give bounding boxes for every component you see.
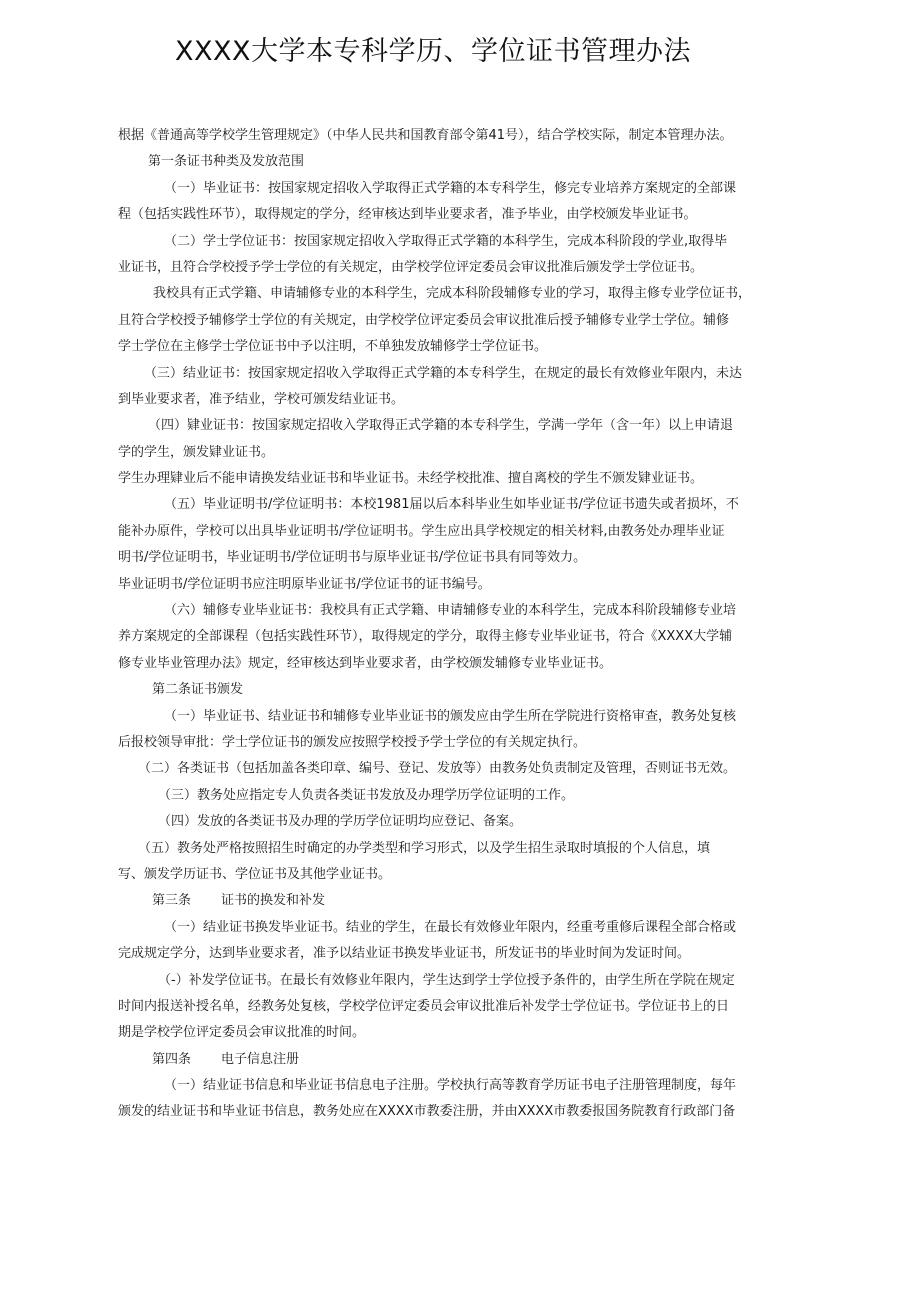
article-4-number: 第四条 xyxy=(152,1051,192,1067)
article-4-heading xyxy=(118,1047,818,1073)
text-line: 期是学校学位评定委员会审议批准的时间。 xyxy=(118,1025,366,1041)
text-line: 到毕业要求者，准予结业，学校可颁发结业证书。 xyxy=(118,391,405,407)
text-line: （二）各类证书（包括加盖各类印章、编号、登记、发放等）由教务处负责制定及管理，否则证书无效。 xyxy=(138,761,737,777)
intro-paragraph: 根据《普通高等学校学生管理规定》（中华人民共和国教育部令第41号），结合学校实际，制定本管理办法。 xyxy=(118,128,733,143)
text-line: （一）毕业证书、结业证书和辅修专业毕业证书的颁发应由学生所在学院进行资格审查，教务处复核 xyxy=(164,708,737,724)
text-line: （一）结业证书信息和毕业证书信息电子注册。学校执行高等教育学历证书电子注册管理制度，每年 xyxy=(164,1078,737,1094)
text-line: （二）学士学位证书：按国家规定招收入学取得正式学籍的本科学生，完成本科阶段的学业,取得毕 xyxy=(164,233,728,249)
text-line: 毕业证明书/学位证明书应注明原毕业证书/学位证书的证书编号。 xyxy=(118,576,491,592)
text-line: 完成规定学分，达到毕业要求者，准予以结业证书换发毕业证书，所发证书的毕业时间为发证时间。 xyxy=(118,946,691,962)
text-line: （三）教务处应指定专人负责各类证书发放及办理学历学位证明的工作。 xyxy=(158,787,575,803)
document-body xyxy=(118,123,818,1126)
text-line: （一）毕业证书：按国家规定招收入学取得正式学籍的本专科学生，修完专业培养方案规定的全部课 xyxy=(164,180,737,196)
text-line: （四）发放的各类证书及办理的学历学位证明均应登记、备案。 xyxy=(158,814,523,830)
article-3-title: 证书的换发和补发 xyxy=(221,893,326,909)
text-line: 能补办原件，学校可以出具毕业证明书/学位证明书。学生应出具学校规定的相关材料,由教务处办理毕业证 xyxy=(118,523,725,539)
text-line: 写、颁发学历证书、学位证书及其他学业证书。 xyxy=(118,866,392,882)
article-3-heading xyxy=(118,888,818,914)
text-line: 程（包括实践性环节），取得规定的学分，经审核达到毕业要求者，准予毕业，由学校颁发毕业证书。 xyxy=(118,207,697,223)
text-line: （四）肄业证书：按国家规定招收入学取得正式学籍的本专科学生，学满一学年（含一年）以上申请退 xyxy=(148,418,734,434)
article-1-heading: 第一条证书种类及发放范围 xyxy=(148,154,305,170)
article-2-heading: 第二条证书颁发 xyxy=(152,682,244,698)
document-title: XXXX大学本专科学历、学位证书管理办法 xyxy=(175,36,691,67)
text-line: 后报校领导审批：学士学位证书的颁发应按照学校授予学士学位的有关规定执行。 xyxy=(118,734,587,750)
text-line: 颁发的结业证书和毕业证书信息，教务处应在XXXX市教委注册，并由XXXX市教委报国务院教育行政部门备 xyxy=(118,1104,736,1120)
text-line: （-）补发学位证书。在最长有效修业年限内，学生达到学士学位授予条件的，由学生所在学院在规定 xyxy=(158,972,735,988)
text-line: （三）结业证书：按国家规定招收入学取得正式学籍的本专科学生，在规定的最长有效修业年限内，未达 xyxy=(144,365,743,381)
text-line: （六）辅修专业毕业证书：我校具有正式学籍、申请辅修专业的本科学生，完成本科阶段辅修专业培 xyxy=(164,603,737,619)
text-line: 明书/学位证明书，毕业证明书/学位证明书与原毕业证书/学位证书具有同等效力。 xyxy=(118,550,587,566)
article-3-number: 第三条 xyxy=(152,893,192,909)
text-line: （五）毕业证明书/学位证明书：本校1981届以后本科毕业生如毕业证书/学位证书遗失或者损坏，不 xyxy=(164,497,739,513)
text-line: 且符合学校授予辅修学士学位的有关规定，由学校学位评定委员会审议批准后授予辅修专业学士学位。辅修 xyxy=(118,312,730,328)
text-line: （一）结业证书换发毕业证书。结业的学生，在最长有效修业年限内，经重考重修后课程全部合格或 xyxy=(164,919,737,935)
text-line: 修专业毕业管理办法》规定，经审核达到毕业要求者，由学校颁发辅修专业毕业证书。 xyxy=(118,655,613,671)
text-line: 学士学位在主修学士学位证书中予以注明，不单独发放辅修学士学位证书。 xyxy=(118,339,548,355)
text-line: 我校具有正式学籍、申请辅修专业的本科学生，完成本科阶段辅修专业的学习，取得主修专业学位证书， xyxy=(153,286,752,302)
text-line: 养方案规定的全部课程（包括实践性环节），取得规定的学分，取得主修专业毕业证书，符合《XXXX大学辅 xyxy=(118,629,733,645)
text-line: 学的学生，颁发肄业证书。 xyxy=(118,444,275,460)
article-4-title: 电子信息注册 xyxy=(221,1051,300,1067)
text-line: 业证书，且符合学校授予学士学位的有关规定，由学校学位评定委员会审议批准后颁发学士学位证书。 xyxy=(118,259,704,275)
text-line: （五）教务处严格按照招生时确定的办学类型和学习形式，以及学生招生录取时填报的个人信息，填 xyxy=(138,840,711,856)
text-line: 时间内报送补授名单，经教务处复核，学校学位评定委员会审议批准后补发学士学位证书。学位证书上的日 xyxy=(118,998,730,1014)
text-line: 学生办理肄业后不能申请换发结业证书和毕业证书。未经学校批准、擅自离校的学生不颁发肄业证书。 xyxy=(118,471,704,487)
